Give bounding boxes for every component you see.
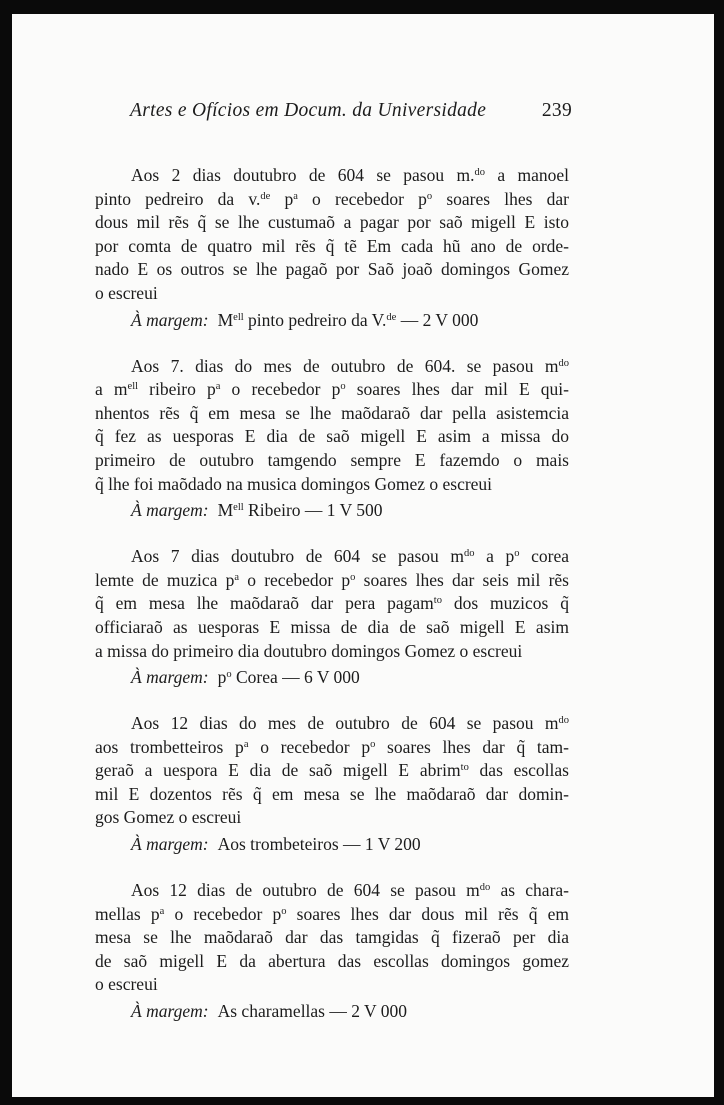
- superscript-abbreviation: o: [226, 669, 232, 681]
- text-run: gos Gomez o escreui: [95, 807, 242, 828]
- superscript-abbreviation: de: [260, 190, 271, 202]
- superscript-abbreviation: de: [386, 311, 397, 323]
- text-run: soares lhes dar mil E qui-: [345, 379, 569, 400]
- text-run: soares lhes dar q̃ tam-: [375, 736, 569, 757]
- superscript-abbreviation: do: [474, 167, 485, 178]
- superscript-abbreviation: a: [293, 190, 298, 202]
- text-run: Aos trombeteiros — 1 V 200: [217, 834, 421, 855]
- text-run: o recebedor p: [297, 188, 427, 209]
- text-run: a m: [95, 379, 128, 400]
- text-run: As charamellas — 2 V 000: [217, 1001, 407, 1022]
- entry-line: [95, 736, 569, 760]
- entry-line: [95, 616, 569, 640]
- superscript-abbreviation: o: [340, 381, 346, 393]
- superscript-abbreviation: do: [479, 882, 491, 894]
- text-run: p: [270, 188, 294, 209]
- text-run: Corea — 6 V 000: [231, 667, 360, 688]
- text-run: corea: [519, 546, 569, 567]
- text-run: M: [217, 309, 234, 330]
- text-run: o escreui: [95, 282, 158, 303]
- text-run: mesa se lhe maõdaraõ dar das tamgidas q̃ fizeraõ per dia: [95, 927, 569, 948]
- margin-note: [95, 306, 569, 334]
- entry-line: [95, 950, 569, 974]
- text-run: q̃ fez as uesporas E dia de saõ migell E asim a missa do: [95, 426, 569, 447]
- text-run: Aos 12 dias de outubro de 604 se pasou m: [131, 880, 480, 901]
- superscript-abbreviation: do: [464, 548, 475, 560]
- text-run: as chara-: [490, 880, 569, 901]
- margin-label: À margem:: [131, 500, 209, 521]
- margin-label: À margem:: [131, 834, 209, 855]
- superscript-abbreviation: ell: [233, 311, 244, 323]
- text-run: das escollas: [468, 760, 569, 781]
- entry-line: [95, 282, 569, 306]
- text-run: a manoel: [484, 165, 569, 185]
- entry-line: [95, 879, 569, 903]
- ledger-entry: [95, 164, 569, 334]
- entry-line: [95, 378, 569, 402]
- text-run: q̃ em mesa lhe maõdaraõ dar pera pagam: [95, 593, 434, 614]
- margin-note: [95, 997, 569, 1025]
- text-run: M: [217, 500, 234, 521]
- entry-line: [95, 640, 569, 664]
- entry-line: [95, 973, 569, 997]
- margin-label: À margem:: [131, 1001, 209, 1022]
- text-run: o recebedor p: [220, 379, 341, 400]
- page-number: 239: [541, 100, 572, 121]
- ledger-entry: [95, 712, 569, 858]
- margin-label: À margem:: [131, 667, 209, 688]
- document-body: [95, 164, 569, 1046]
- text-run: aos trombetteiros p: [95, 736, 244, 757]
- text-run: por comta de quatro mil rẽs q̃ tẽ Em cada hũ ano de orde-: [95, 235, 569, 256]
- ledger-entry: [95, 545, 569, 691]
- superscript-abbreviation: ell: [127, 381, 139, 393]
- text-run: nado E os outros se lhe pagaõ por Saõ joaõ domingos Gomez: [95, 259, 569, 280]
- text-run: o escreui: [95, 974, 158, 995]
- text-run: de saõ migell E da abertura das escollas domingos gomez: [95, 950, 569, 971]
- text-run: o recebedor p: [239, 569, 351, 590]
- text-run: officiaraõ as uesporas E missa de dia de saõ migell E asim: [95, 616, 569, 637]
- text-run: Aos 7 dias doutubro de 604 se pasou m: [131, 546, 464, 567]
- entry-line: [95, 355, 569, 379]
- text-run: dos muzicos q̃: [441, 593, 569, 614]
- superscript-abbreviation: a: [243, 738, 249, 750]
- entry-line: [95, 926, 569, 950]
- text-run: p: [217, 667, 227, 688]
- superscript-abbreviation: o: [350, 571, 356, 583]
- text-run: lemte de muzica p: [95, 569, 235, 590]
- text-run: o recebedor p: [164, 903, 282, 924]
- entry-line: [95, 759, 569, 783]
- superscript-abbreviation: a: [159, 905, 165, 917]
- superscript-abbreviation: to: [433, 595, 442, 607]
- superscript-abbreviation: a: [234, 571, 240, 583]
- entry-line: [95, 569, 569, 593]
- entry-line: [95, 783, 569, 807]
- superscript-abbreviation: do: [558, 715, 569, 727]
- superscript-abbreviation: a: [215, 381, 221, 393]
- entry-line: [95, 592, 569, 616]
- entry-line: [95, 188, 569, 212]
- entry-line: [95, 211, 569, 235]
- running-header: [130, 100, 572, 126]
- text-run: Aos 7. dias do mes de outubro de 604. se pasou m: [131, 355, 559, 376]
- superscript-abbreviation: o: [514, 548, 520, 560]
- margin-note: [95, 496, 569, 524]
- text-run: soares lhes dar dous mil rẽs q̃ em: [286, 903, 570, 924]
- superscript-abbreviation: to: [460, 762, 469, 774]
- text-run: — 2 V 000: [396, 309, 479, 330]
- margin-label: À margem:: [131, 309, 209, 330]
- entry-line: [95, 545, 569, 569]
- text-run: dous mil rẽs q̃ se lhe custumaõ a pagar por saõ migell E isto: [95, 212, 569, 233]
- text-run: geraõ a uespora E dia de saõ migell E abrim: [95, 760, 461, 781]
- text-run: o recebedor p: [248, 736, 371, 757]
- superscript-abbreviation: do: [558, 357, 569, 369]
- text-run: Ribeiro — 1 V 500: [243, 500, 383, 521]
- header-title: Artes e Ofícios em Docum. da Universidade: [130, 100, 487, 121]
- superscript-abbreviation: o: [281, 905, 287, 917]
- entry-line: [95, 473, 569, 497]
- entry-line: [95, 806, 569, 830]
- ledger-entry: [95, 355, 569, 525]
- entry-line: [95, 258, 569, 282]
- text-run: a p: [474, 546, 515, 567]
- text-run: a missa do primeiro dia doutubro domingos Gomez o escreui: [95, 640, 523, 661]
- text-run: pinto pedreiro da V.: [243, 309, 387, 330]
- superscript-abbreviation: o: [370, 738, 376, 750]
- text-run: mellas p: [95, 903, 160, 924]
- text-run: primeiro de outubro tamgendo sempre E fazemdo o mais: [95, 449, 569, 470]
- text-run: Aos 12 dias do mes de outubro de 604 se pasou m: [131, 713, 559, 734]
- text-run: soares lhes dar seis mil rẽs: [355, 569, 569, 590]
- margin-note: [95, 830, 569, 858]
- superscript-abbreviation: o: [426, 190, 433, 202]
- text-run: soares lhes dar: [432, 188, 569, 209]
- entry-line: [95, 402, 569, 426]
- entry-line: [95, 449, 569, 473]
- text-run: Aos 2 dias doutubro de 604 se pasou m.: [131, 165, 475, 185]
- text-run: ribeiro p: [138, 379, 216, 400]
- text-run: mil E dozentos rẽs q̃ em mesa se lhe maõdaraõ dar domin-: [95, 783, 569, 804]
- text-run: q̃ lhe foi maõdado na musica domingos Gomez o escreui: [95, 473, 493, 494]
- entry-line: [95, 164, 569, 188]
- ledger-entry: [95, 879, 569, 1025]
- text-run: nhentos rẽs q̃ em mesa se lhe maõdaraõ dar pella asistemcia: [95, 402, 569, 423]
- margin-note: [95, 663, 569, 691]
- superscript-abbreviation: ell: [233, 502, 244, 514]
- entry-line: [95, 425, 569, 449]
- text-run: pinto pedreiro da v.: [95, 188, 261, 209]
- entry-line: [95, 712, 569, 736]
- entry-line: [95, 903, 569, 927]
- entry-line: [95, 235, 569, 259]
